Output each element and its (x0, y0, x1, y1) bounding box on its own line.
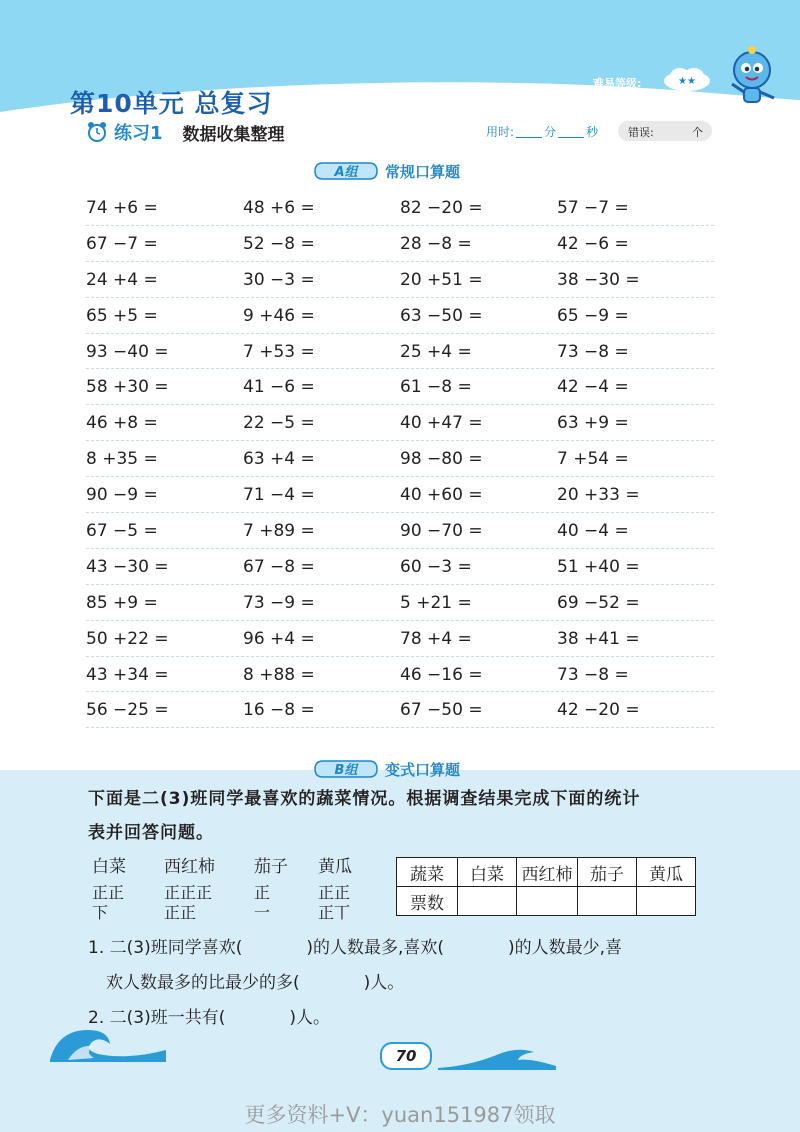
arithmetic-problem: 28 −8 = (400, 233, 472, 254)
arithmetic-problem: 25 +4 = (400, 341, 472, 362)
arithmetic-problem: 67 −5 = (86, 521, 158, 542)
problem-row (86, 369, 714, 405)
exercise-row (86, 119, 285, 145)
question-1-text: 欢人数最多的比最少的多( (106, 973, 300, 993)
wave-decoration-right (438, 1042, 558, 1070)
tally-name: 黄瓜 (318, 857, 352, 877)
arithmetic-problem: 65 +5 = (86, 305, 158, 326)
arithmetic-problem: 40 −4 = (557, 521, 629, 542)
arithmetic-problem: 8 +88 = (243, 664, 315, 685)
arithmetic-problem: 63 −50 = (400, 305, 483, 326)
arithmetic-problem: 46 +8 = (86, 413, 158, 434)
group-b-title: 变式口算题 (385, 760, 461, 779)
vote-count-cell[interactable] (637, 887, 696, 916)
arithmetic-problem: 16 −8 = (243, 700, 315, 721)
tally-mark: 正正 (92, 883, 125, 902)
table-header-row (397, 858, 696, 887)
arithmetic-problem: 74 +6 = (86, 198, 158, 218)
vote-count-cell[interactable] (517, 887, 578, 916)
arithmetic-problem: 67 −8 = (243, 556, 315, 577)
arithmetic-problem: 38 +41 = (557, 628, 640, 649)
problem-row (86, 405, 714, 441)
tally-mark: 正正正 (164, 883, 213, 902)
arithmetic-problem: 69 −52 = (557, 592, 640, 613)
tally-name: 西红柿 (164, 857, 215, 877)
question-1-text: )人。 (363, 973, 405, 993)
table-header-cell: 茄子 (578, 858, 637, 887)
arithmetic-problem: 90 −70 = (400, 521, 483, 542)
unit-title: 第10单元 总复习 (70, 89, 273, 118)
problem-row (86, 513, 714, 549)
arithmetic-problem: 40 +60 = (400, 485, 483, 506)
errors-label: 错误: (628, 126, 654, 139)
arithmetic-problem: 46 −16 = (400, 664, 483, 685)
arithmetic-problem: 50 +22 = (86, 628, 169, 649)
arithmetic-grid (86, 190, 714, 728)
arithmetic-problem: 56 −25 = (86, 700, 169, 721)
arithmetic-problem: 78 +4 = (400, 628, 472, 649)
arithmetic-problem: 73 −9 = (243, 592, 315, 613)
arithmetic-problem: 30 −3 = (243, 269, 315, 290)
arithmetic-problem: 67 −50 = (400, 700, 483, 721)
time-used (486, 121, 598, 141)
group-a-title: 常规口算题 (385, 162, 461, 181)
group-a-tag: A组 (334, 165, 358, 180)
problem-row (86, 190, 714, 226)
watermark-text: 更多资料+V：yuan151987领取 (244, 1103, 556, 1127)
difficulty-label: 难易等级: (593, 77, 642, 90)
arithmetic-problem: 52 −8 = (243, 233, 315, 254)
arithmetic-problem: 48 +6 = (243, 198, 315, 218)
seconds-blank[interactable] (558, 125, 584, 138)
tally-column (92, 852, 126, 923)
arithmetic-problem: 90 −9 = (86, 485, 158, 506)
arithmetic-problem: 63 +4 = (243, 449, 315, 470)
vote-count-cell[interactable] (578, 887, 637, 916)
arithmetic-problem: 5 +21 = (400, 592, 472, 613)
table-header-cell: 黄瓜 (637, 858, 696, 887)
problem-row (86, 692, 714, 728)
tally-name: 茄子 (254, 857, 288, 877)
arithmetic-problem: 7 +89 = (243, 521, 315, 542)
arithmetic-problem: 42 −20 = (557, 700, 640, 721)
question-2-text: 2. 二(3)班一共有( (88, 1008, 226, 1028)
arithmetic-problem: 43 −30 = (86, 556, 169, 577)
problem-row (86, 262, 714, 298)
survey-intro-line2: 表并回答问题。 (88, 823, 214, 843)
arithmetic-problem: 58 +30 = (86, 377, 169, 398)
group-a-tag-icon (313, 161, 379, 181)
arithmetic-problem: 71 −4 = (243, 485, 315, 506)
problem-row (86, 477, 714, 513)
vote-count-cell[interactable] (458, 887, 517, 916)
seconds-label: 秒 (586, 124, 599, 139)
arithmetic-problem: 98 −80 = (400, 449, 483, 470)
arithmetic-problem: 73 −8 = (557, 341, 629, 362)
group-b-tag-icon (313, 759, 379, 779)
mascot-icon (712, 44, 790, 110)
arithmetic-problem: 42 −6 = (557, 233, 629, 254)
arithmetic-problem: 22 −5 = (243, 413, 315, 434)
tally-name: 白菜 (92, 857, 126, 877)
minutes-blank[interactable] (516, 125, 542, 138)
table-row-label: 票数 (397, 887, 458, 916)
difficulty-stars: ★★ (678, 76, 696, 87)
tally-mark: 一 (254, 903, 271, 922)
problem-row (86, 657, 714, 693)
question-1-text: )的人数最多,喜欢( (306, 938, 445, 958)
table-header-cell: 白菜 (458, 858, 517, 887)
problem-row (86, 226, 714, 262)
group-b-tag: B组 (334, 763, 358, 778)
arithmetic-problem: 63 +9 = (557, 413, 629, 434)
arithmetic-problem: 8 +35 = (86, 449, 158, 470)
time-used-label: 用时: (486, 124, 515, 139)
table-header-cell: 西红柿 (517, 858, 578, 887)
question-2-text: )人。 (289, 1008, 330, 1028)
arithmetic-problem: 82 −20 = (400, 198, 483, 218)
arithmetic-problem: 57 −7 = (557, 198, 629, 218)
arithmetic-problem: 20 +33 = (557, 485, 640, 506)
arithmetic-problem: 73 −8 = (557, 664, 629, 685)
tally-mark: 正正 (164, 903, 197, 922)
problem-row (86, 441, 714, 477)
group-a-heading (313, 159, 460, 183)
page-number: 70 (380, 1042, 432, 1070)
tally-mark: 正 (254, 883, 271, 902)
arithmetic-problem: 85 +9 = (86, 592, 158, 613)
errors-unit: 个 (692, 126, 703, 139)
question-1-continued (106, 966, 404, 1000)
survey-intro-line1: 下面是二(3)班同学最喜欢的蔬菜情况。根据调查结果完成下面的统计 (88, 789, 641, 809)
problem-row (86, 298, 714, 334)
statistics-table (396, 857, 696, 916)
tally-column (164, 852, 215, 923)
arithmetic-problem: 42 −4 = (557, 377, 629, 398)
arithmetic-problem: 51 +40 = (557, 556, 640, 577)
errors-count (618, 121, 712, 141)
problem-row (86, 585, 714, 621)
tally-mark: 正丅 (318, 903, 351, 922)
problem-row (86, 334, 714, 370)
lesson-title: 数据收集整理 (182, 124, 285, 145)
arithmetic-problem: 40 +47 = (400, 413, 483, 434)
arithmetic-problem: 43 +34 = (86, 664, 169, 685)
arithmetic-problem: 65 −9 = (557, 305, 629, 326)
arithmetic-problem: 93 −40 = (86, 341, 169, 362)
arithmetic-problem: 24 +4 = (86, 269, 158, 290)
table-header-cell: 蔬菜 (397, 858, 458, 887)
minutes-label: 分 (544, 124, 557, 139)
tally-mark: 下 (92, 903, 109, 922)
arithmetic-problem: 61 −8 = (400, 377, 472, 398)
group-b-heading (313, 757, 460, 781)
difficulty-cloud-icon (662, 66, 712, 92)
arithmetic-problem: 96 +4 = (243, 628, 315, 649)
exercise-label: 练习1 (114, 123, 163, 144)
arithmetic-problem: 9 +46 = (243, 305, 315, 326)
arithmetic-problem: 60 −3 = (400, 556, 472, 577)
arithmetic-problem: 41 −6 = (243, 377, 315, 398)
tally-mark: 正正 (318, 883, 351, 902)
arithmetic-problem: 20 +51 = (400, 269, 483, 290)
tally-column (318, 852, 352, 923)
question-1 (88, 931, 622, 965)
table-row (397, 887, 696, 916)
arithmetic-problem: 7 +53 = (243, 341, 315, 362)
problem-row (86, 549, 714, 585)
problem-row (86, 621, 714, 657)
wave-decoration-left (48, 1020, 168, 1062)
question-1-text: 1. 二(3)班同学喜欢( (88, 938, 243, 958)
question-1-text: )的人数最少,喜 (508, 938, 623, 958)
tally-marks (92, 852, 382, 926)
alarm-clock-icon (86, 121, 108, 143)
arithmetic-problem: 67 −7 = (86, 233, 158, 254)
arithmetic-problem: 38 −30 = (557, 269, 640, 290)
tally-column (254, 852, 288, 923)
survey-intro (88, 782, 718, 850)
arithmetic-problem: 7 +54 = (557, 449, 629, 470)
